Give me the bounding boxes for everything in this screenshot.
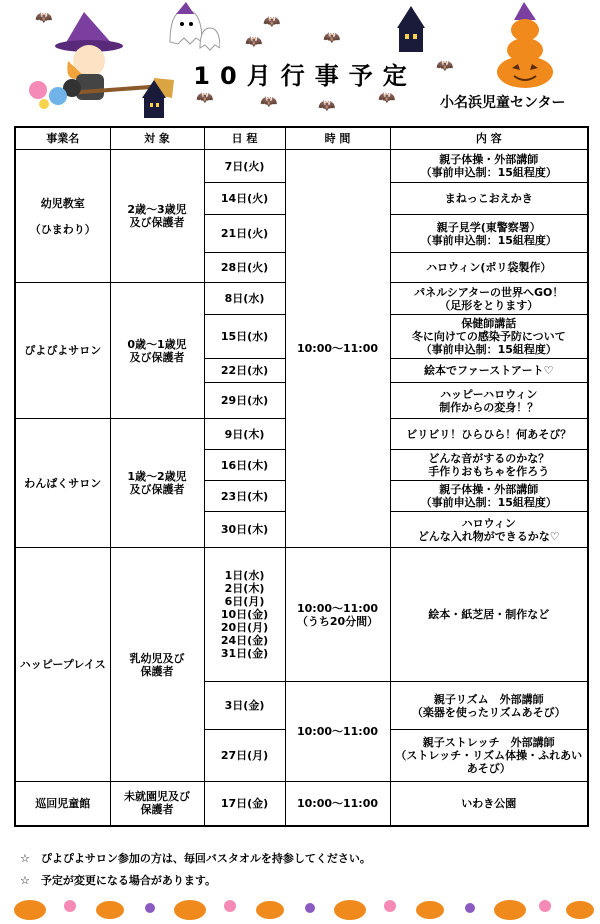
date-cell: 22日(水) [204, 359, 285, 383]
program-name: ハッピープレイス [15, 548, 110, 782]
program-target: 未就園児及び 保護者 [110, 782, 204, 826]
date-cell: 15日(水) [204, 315, 285, 359]
candy-icon [24, 76, 74, 114]
bat-icon: 🦇 [260, 94, 278, 110]
program-name: 幼児教室 （ひまわり） [15, 150, 110, 283]
bat-icon: 🦇 [196, 90, 214, 106]
content-cell: 絵本・紙芝居・制作など [390, 548, 588, 682]
date-cell: 29日(水) [204, 383, 285, 419]
content-cell: 親子体操・外部講師 （事前申込制：15組程度） [390, 150, 588, 183]
bat-icon: 🦇 [318, 98, 336, 114]
column-header: 内 容 [390, 127, 588, 150]
content-cell: 絵本でファーストアート♡ [390, 359, 588, 383]
date-cell: 27日(月) [204, 730, 285, 782]
bat-icon: 🦇 [436, 58, 454, 74]
notes-section [20, 848, 371, 892]
organization-name: 小名浜児童センター [440, 95, 566, 111]
column-header: 対 象 [110, 127, 204, 150]
schedule-table [14, 126, 589, 827]
date-cell: 8日(水) [204, 283, 285, 315]
column-header: 事業名 [15, 127, 110, 150]
ghost-icon [160, 2, 220, 56]
program-target: 乳幼児及び 保護者 [110, 548, 204, 782]
date-cell: 23日(木) [204, 481, 285, 512]
content-cell: 親子見学(東警察署） （事前申込制：15組程度） [390, 215, 588, 253]
time-cell: 10:00～11:00 （うち20分間） [285, 548, 390, 682]
haunted-house-icon [138, 80, 170, 124]
time-cell: 10:00～11:00 [285, 682, 390, 782]
content-cell: ハロウィン どんな入れ物ができるかな♡ [390, 512, 588, 548]
program-target: 2歳～3歳児 及び保護者 [110, 150, 204, 283]
bat-icon: 🦇 [245, 34, 263, 50]
pumpkin-icon [0, 888, 600, 924]
date-cell: 9日(木) [204, 419, 285, 450]
date-cell: 30日(木) [204, 512, 285, 548]
time-cell: 10:00～11:00 [285, 782, 390, 826]
table-header-row [15, 127, 588, 150]
content-cell: まねっこおえかき [390, 183, 588, 215]
date-cell: 21日(火) [204, 215, 285, 253]
bat-icon: 🦇 [323, 30, 341, 46]
content-cell: 親子リズム 外部講師 （楽器を使ったリズムあそび） [390, 682, 588, 730]
pumpkin-icon [490, 2, 560, 92]
column-header: 日 程 [204, 127, 285, 150]
program-target: 1歳～2歳児 及び保護者 [110, 419, 204, 548]
time-cell: 10:00～11:00 [285, 150, 390, 548]
content-cell: ハロウィン(ポリ袋製作） [390, 253, 588, 283]
content-cell: 保健師講話 冬に向けての感染予防について （事前申込制：15組程度） [390, 315, 588, 359]
table-row [15, 782, 588, 826]
content-cell: どんな音がするのかな？ 手作りおもちゃを作ろう [390, 450, 588, 481]
date-cell: 1日(水) 2日(木) 6日(月) 10日(金) 20日(月) 24日(金) 31日(金) [204, 548, 285, 682]
table-row [15, 548, 588, 682]
date-cell: 16日(木) [204, 450, 285, 481]
program-target: 0歳～1歳児 及び保護者 [110, 283, 204, 419]
column-header: 時 間 [285, 127, 390, 150]
content-cell: 親子ストレッチ 外部講師 （ストレッチ・リズム体操・ふれあい あそび） [390, 730, 588, 782]
program-name: ぴよぴよサロン [15, 283, 110, 419]
date-cell: 3日(金) [204, 682, 285, 730]
date-cell: 14日(火) [204, 183, 285, 215]
program-name: わんぱくサロン [15, 419, 110, 548]
bat-icon: 🦇 [263, 14, 281, 30]
bat-icon: 🦇 [35, 10, 53, 26]
content-cell: ハッピーハロウィン 制作からの変身！？ [390, 383, 588, 419]
content-cell: 親子体操・外部講師 （事前申込制：15組程度） [390, 481, 588, 512]
content-cell: パネルシアターの世界へGO！ （足形をとります） [390, 283, 588, 315]
content-cell: ビリビリ！ひらひら！何あそび？ [390, 419, 588, 450]
bat-icon: 🦇 [378, 90, 396, 106]
date-cell: 17日(金) [204, 782, 285, 826]
page-title: 10月行事予定 [193, 62, 417, 90]
content-cell: いわき公園 [390, 782, 588, 826]
note-item: ☆ 予定が変更になる場合があります。 [20, 874, 216, 887]
program-name: 巡回児童館 [15, 782, 110, 826]
date-cell: 7日(火) [204, 150, 285, 183]
note-item: ☆ ぴよぴよサロン参加の方は、毎回バスタオルを持参してください。 [20, 852, 371, 865]
haunted-house-icon [391, 6, 431, 58]
date-cell: 28日(火) [204, 253, 285, 283]
table-row [15, 150, 588, 183]
